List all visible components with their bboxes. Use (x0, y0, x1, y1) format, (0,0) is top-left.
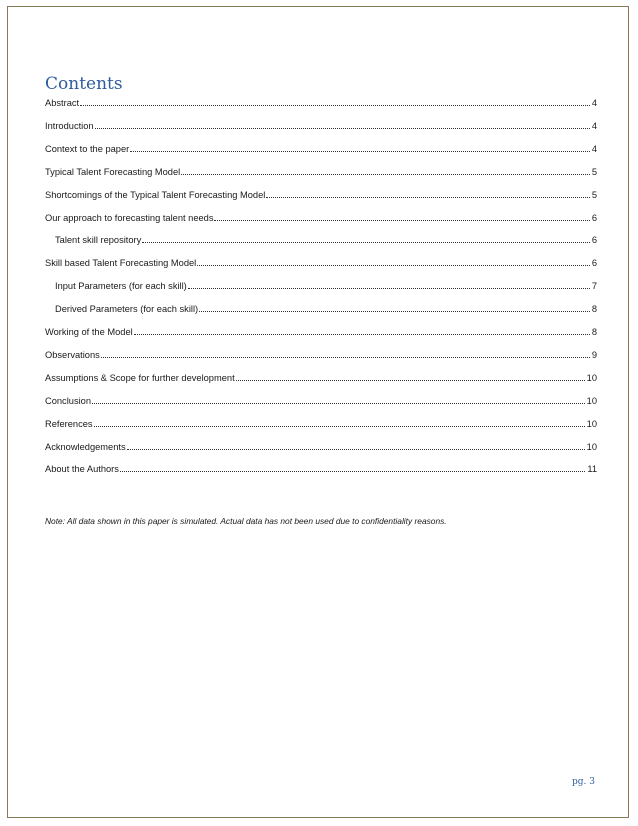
toc-entry-title: Talent skill repository (55, 235, 142, 246)
toc-entry-title: Abstract (45, 98, 80, 108)
toc-entry-title: References (45, 418, 93, 429)
toc-dot-leader (142, 242, 590, 243)
toc-dot-leader (236, 380, 585, 381)
toc-entry-page: 4 (591, 143, 597, 154)
toc-entry-page: 4 (591, 120, 597, 131)
toc-entry-title: Typical Talent Forecasting Model (45, 166, 181, 177)
note-text: Note: All data shown in this paper is simulated. Actual data has not been used due to confidentiality reasons. (45, 516, 447, 526)
toc-entry[interactable] (45, 370, 597, 384)
toc-entry-title: Acknowledgements (45, 441, 126, 452)
toc-entry[interactable] (45, 439, 597, 453)
toc-dot-leader (120, 471, 585, 472)
toc-dot-leader (199, 311, 590, 312)
toc-dot-leader (92, 403, 585, 404)
toc-entry[interactable] (45, 347, 597, 361)
toc-entry-title: Shortcomings of the Typical Talent Forecasting Model (45, 189, 266, 200)
toc-entry-page: 11 (587, 464, 597, 475)
toc-dot-leader (134, 334, 590, 335)
toc-entry-page: 10 (586, 372, 597, 383)
toc-entry-title: Context to the paper (45, 143, 130, 154)
toc-dot-leader (181, 174, 590, 175)
toc-entry-page: 10 (586, 441, 597, 452)
toc-entry-page: 9 (591, 349, 597, 360)
toc-dot-leader (80, 105, 590, 106)
toc-entry-title: Input Parameters (for each skill) (55, 281, 187, 292)
toc-entry-title: Derived Parameters (for each skill) (55, 304, 199, 315)
toc-entry-page: 7 (591, 281, 597, 292)
toc-entry-page: 10 (586, 418, 597, 429)
toc-dot-leader (101, 357, 590, 358)
toc-entry-page: 8 (591, 327, 597, 337)
toc-entry-page: 5 (591, 166, 597, 177)
toc-entry[interactable] (45, 301, 597, 315)
toc-entry-page: 4 (591, 98, 597, 108)
toc-entry[interactable] (45, 278, 597, 292)
toc-entry[interactable] (45, 164, 597, 178)
toc-entry-title: Introduction (45, 120, 94, 131)
toc-entry[interactable] (45, 393, 597, 407)
toc-entry-page: 10 (586, 395, 597, 406)
toc-entry-title: About the Authors (45, 464, 119, 475)
toc-entry-title: Skill based Talent Forecasting Model (45, 258, 197, 269)
page-number: pg. 3 (572, 777, 595, 787)
toc-dot-leader (188, 288, 590, 289)
toc-dot-leader (197, 265, 590, 266)
toc-dot-leader (95, 128, 590, 129)
toc-dot-leader (94, 426, 585, 427)
toc-entry[interactable] (45, 416, 597, 430)
toc-entry-title: Assumptions & Scope for further development (45, 372, 235, 383)
toc-entry[interactable] (45, 210, 597, 224)
toc-entry[interactable] (45, 232, 597, 246)
toc-entry-title: Our approach to forecasting talent needs (45, 212, 214, 223)
toc-entry[interactable] (45, 141, 597, 155)
toc-entry-page: 8 (591, 304, 597, 315)
toc-entry[interactable] (45, 461, 597, 475)
contents-heading: Contents (45, 74, 123, 94)
toc-entry[interactable] (45, 255, 597, 269)
toc-entry-page: 6 (591, 258, 597, 269)
toc-entry-title: Working of the Model (45, 327, 133, 337)
toc-dot-leader (214, 220, 589, 221)
toc-entry-page: 6 (591, 235, 597, 246)
toc-dot-leader (266, 197, 590, 198)
toc-entry-page: 6 (591, 212, 597, 223)
toc-entry-title: Conclusion (45, 395, 91, 406)
toc-entry[interactable] (45, 118, 597, 132)
toc-entry[interactable] (45, 324, 597, 338)
toc-entry[interactable] (45, 187, 597, 201)
toc-entry-title: Observations (45, 349, 100, 360)
toc-entry-page: 5 (591, 189, 597, 200)
toc-dot-leader (130, 151, 590, 152)
toc-entry[interactable] (45, 95, 597, 109)
toc-dot-leader (127, 449, 585, 450)
